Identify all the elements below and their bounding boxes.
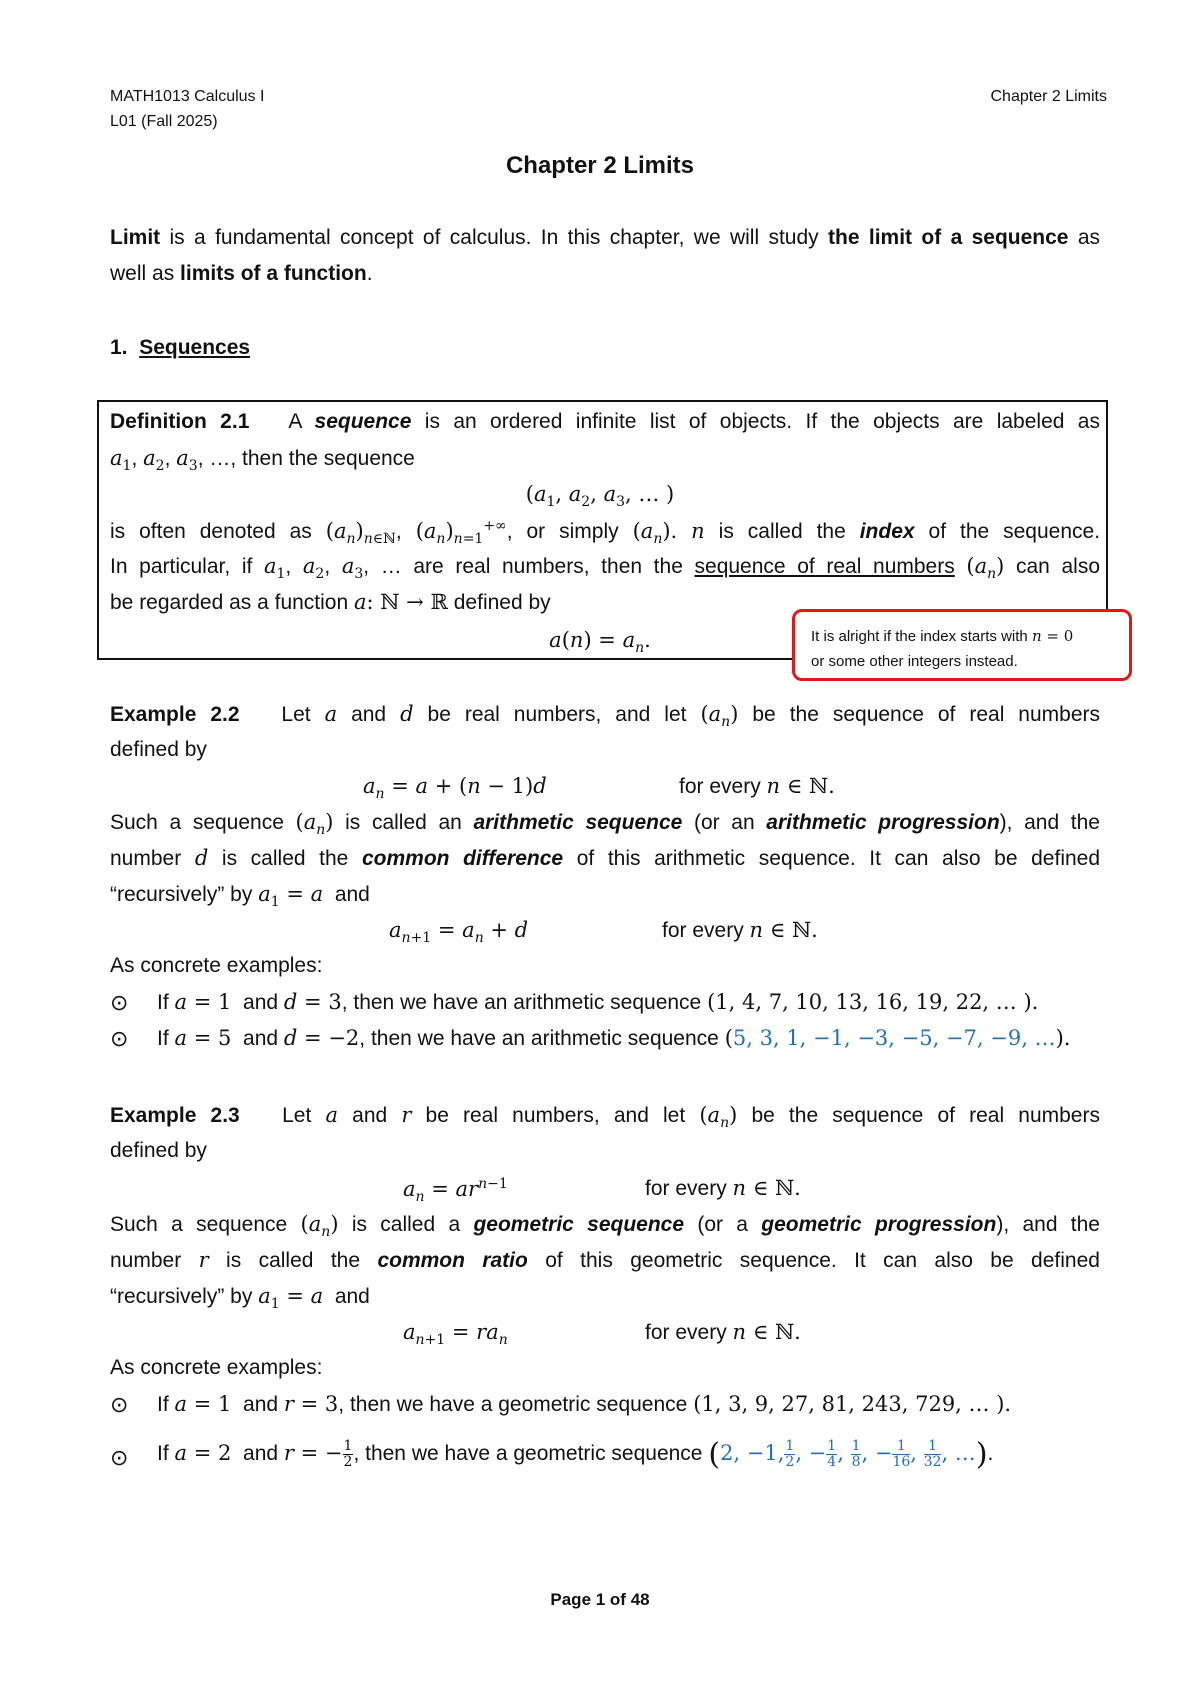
example23-concrete: As concrete examples: xyxy=(110,1356,323,1379)
geometric-example-2: If a = 2 and r = − $\frac{1}{2}$ , then we have a geometric sequence (2, −1, $\frac{1}{2}$ , − $\frac{1}{4}$ , $\frac{1}{8}$ , − $\frac{1}{16}$ , $\frac{1}{32}$ , …). xyxy=(157,1437,994,1472)
page-number: Page 1 of 48 xyxy=(550,1590,650,1609)
function-display: $a(n) = a_n$. xyxy=(549,628,651,657)
example22-line-5: number d is called the common difference of this arithmetic sequence. It can also be defined xyxy=(110,846,1101,870)
example22-line-4: Such a sequence $(a_n)$ is called an arithmetic sequence (or an arithmetic progression), and the xyxy=(110,810,1100,839)
bullet-icon: ⊙ xyxy=(110,990,129,1015)
definition-line-2: $a_1$, $a_2$, $a_3$, …, then the sequence xyxy=(110,446,415,475)
geometric-formula-condition: for every n ∈ ℕ. xyxy=(645,1176,801,1200)
definition-line-1: Definition 2.1 A sequence is an ordered infinite list of objects. If the objects are labeled as xyxy=(110,410,1100,433)
geometric-formula: $a_n = ar^{n-1}$ xyxy=(403,1176,508,1206)
definition-line-3: is often denoted as $(a_n)_{n\in ℕ}$, $(a_n)_{n=1}^{+\infty}$, or simply $(a_n)$. n is called the index of the sequence. xyxy=(110,518,1101,548)
example22-line-1: Example 2.2 Let a and d be real numbers, and let $(a_n)$ be the sequence of real numbers xyxy=(110,702,1101,731)
bullet-icon: ⊙ xyxy=(110,1392,129,1417)
definition-line-4: In particular, if $a_1$, $a_2$, $a_3$, … are real numbers, then the sequence of real numbers $(a_n)$ can also xyxy=(110,554,1100,583)
example22-line-2: defined by xyxy=(110,738,207,761)
bullet-icon: ⊙ xyxy=(110,1026,129,1051)
geometric-recursive-condition: for every n ∈ ℕ. xyxy=(645,1320,801,1344)
arithmetic-formula: $a_n = a + (n - 1)d$ xyxy=(363,774,547,803)
example23-line-5: number r is called the common ratio of this geometric sequence. It can also be defined xyxy=(110,1248,1100,1272)
index-note-callout: It is alright if the index starts with n = 0 or some other integers instead. xyxy=(792,609,1132,681)
section-header: L01 (Fall 2025) xyxy=(110,113,218,130)
example23-line-4: Such a sequence $(a_n)$ is called a geometric sequence (or a geometric progression), and the xyxy=(110,1212,1100,1241)
course-header: MATH1013 Calculus I xyxy=(110,88,265,105)
example23-line-2: defined by xyxy=(110,1139,207,1162)
definition-line-5: be regarded as a function a: ℕ → ℝ defined by xyxy=(110,590,551,614)
example23-line-1: Example 2.3 Let a and r be real numbers, and let $(a_n)$ be the sequence of real numbers xyxy=(110,1103,1100,1132)
intro-line-1: Limit is a fundamental concept of calculus. In this chapter, we will study the limit of a sequence as xyxy=(110,226,1101,249)
geometric-recursive-formula: $a_{n+1} = ra_n$ xyxy=(403,1320,508,1349)
arithmetic-example-2: If a = 5 and d = −2, then we have an arithmetic sequence (5, 3, 1, −1, −3, −5, −7, −9, …). xyxy=(157,1026,1071,1050)
sequence-display: ($a_1$, $a_2$, $a_3$, … ) xyxy=(525,482,675,511)
page-title: Chapter 2 Limits xyxy=(505,152,695,179)
section-heading: 1. Sequences xyxy=(110,336,251,359)
arithmetic-recursive-condition: for every n ∈ ℕ. xyxy=(662,918,818,942)
arithmetic-formula-condition: for every n ∈ ℕ. xyxy=(679,774,835,798)
example22-concrete: As concrete examples: xyxy=(110,954,323,977)
geometric-example-1: If a = 1 and r = 3, then we have a geometric sequence (1, 3, 9, 27, 81, 243, 729, … ). xyxy=(157,1392,1012,1416)
bullet-icon: ⊙ xyxy=(110,1445,129,1470)
arithmetic-example-1: If a = 1 and d = 3, then we have an arithmetic sequence (1, 4, 7, 10, 13, 16, 19, 22, … ). xyxy=(157,990,1039,1014)
chapter-header: Chapter 2 Limits xyxy=(990,88,1107,105)
example22-line-6: “recursively” by $a_1 = a$ and xyxy=(110,882,370,911)
intro-line-2: well as limits of a function. xyxy=(110,262,373,285)
example23-line-6: “recursively” by $a_1 = a$ and xyxy=(110,1284,370,1313)
arithmetic-recursive-formula: $a_{n+1} = a_n + d$ xyxy=(389,918,529,947)
